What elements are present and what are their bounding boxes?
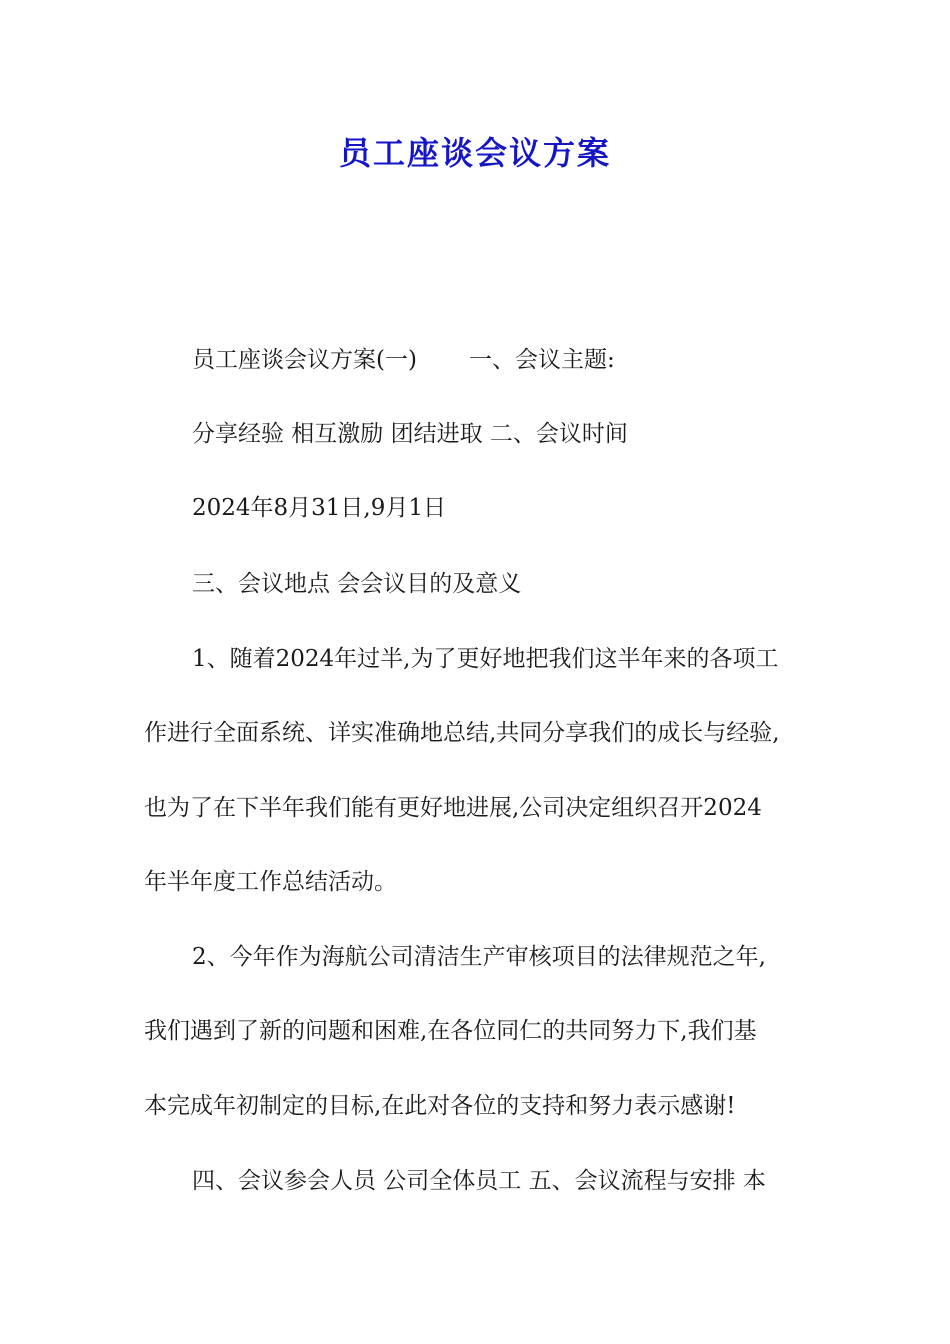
plan-subtitle: 员工座谈会议方案(一) <box>192 347 417 373</box>
paragraph-line-4: 三、会议地点 会会议目的及意义 <box>192 571 522 597</box>
paragraph-line-6: 作进行全面系统、详实准确地总结,共同分享我们的成长与经验, <box>144 720 780 746</box>
section-heading-theme: 一、会议主题: <box>468 347 615 373</box>
paragraph-line-9: 2、今年作为海航公司清洁生产审核项目的法律规范之年, <box>192 944 766 970</box>
paragraph-line-7: 也为了在下半年我们能有更好地进展,公司决定组织召开2024 <box>144 795 762 821</box>
paragraph-line-8: 年半年度工作总结活动。 <box>144 869 397 895</box>
paragraph-line-5: 1、随着2024年过半,为了更好地把我们这半年来的各项工 <box>192 646 779 672</box>
paragraph-line-3: 2024年8月31日,9月1日 <box>192 495 447 521</box>
paragraph-line-1 <box>192 345 615 375</box>
paragraph-line-12: 四、会议参会人员 公司全体员工 五、会议流程与安排 本 <box>192 1168 766 1194</box>
document-title: 员工座谈会议方案 <box>338 134 611 172</box>
paragraph-line-10: 我们遇到了新的问题和困难,在各位同仁的共同努力下,我们基 <box>144 1018 757 1044</box>
paragraph-line-11: 本完成年初制定的目标,在此对各位的支持和努力表示感谢! <box>144 1093 736 1119</box>
paragraph-line-2: 分享经验 相互激励 团结进取 二、会议时间 <box>192 421 628 447</box>
